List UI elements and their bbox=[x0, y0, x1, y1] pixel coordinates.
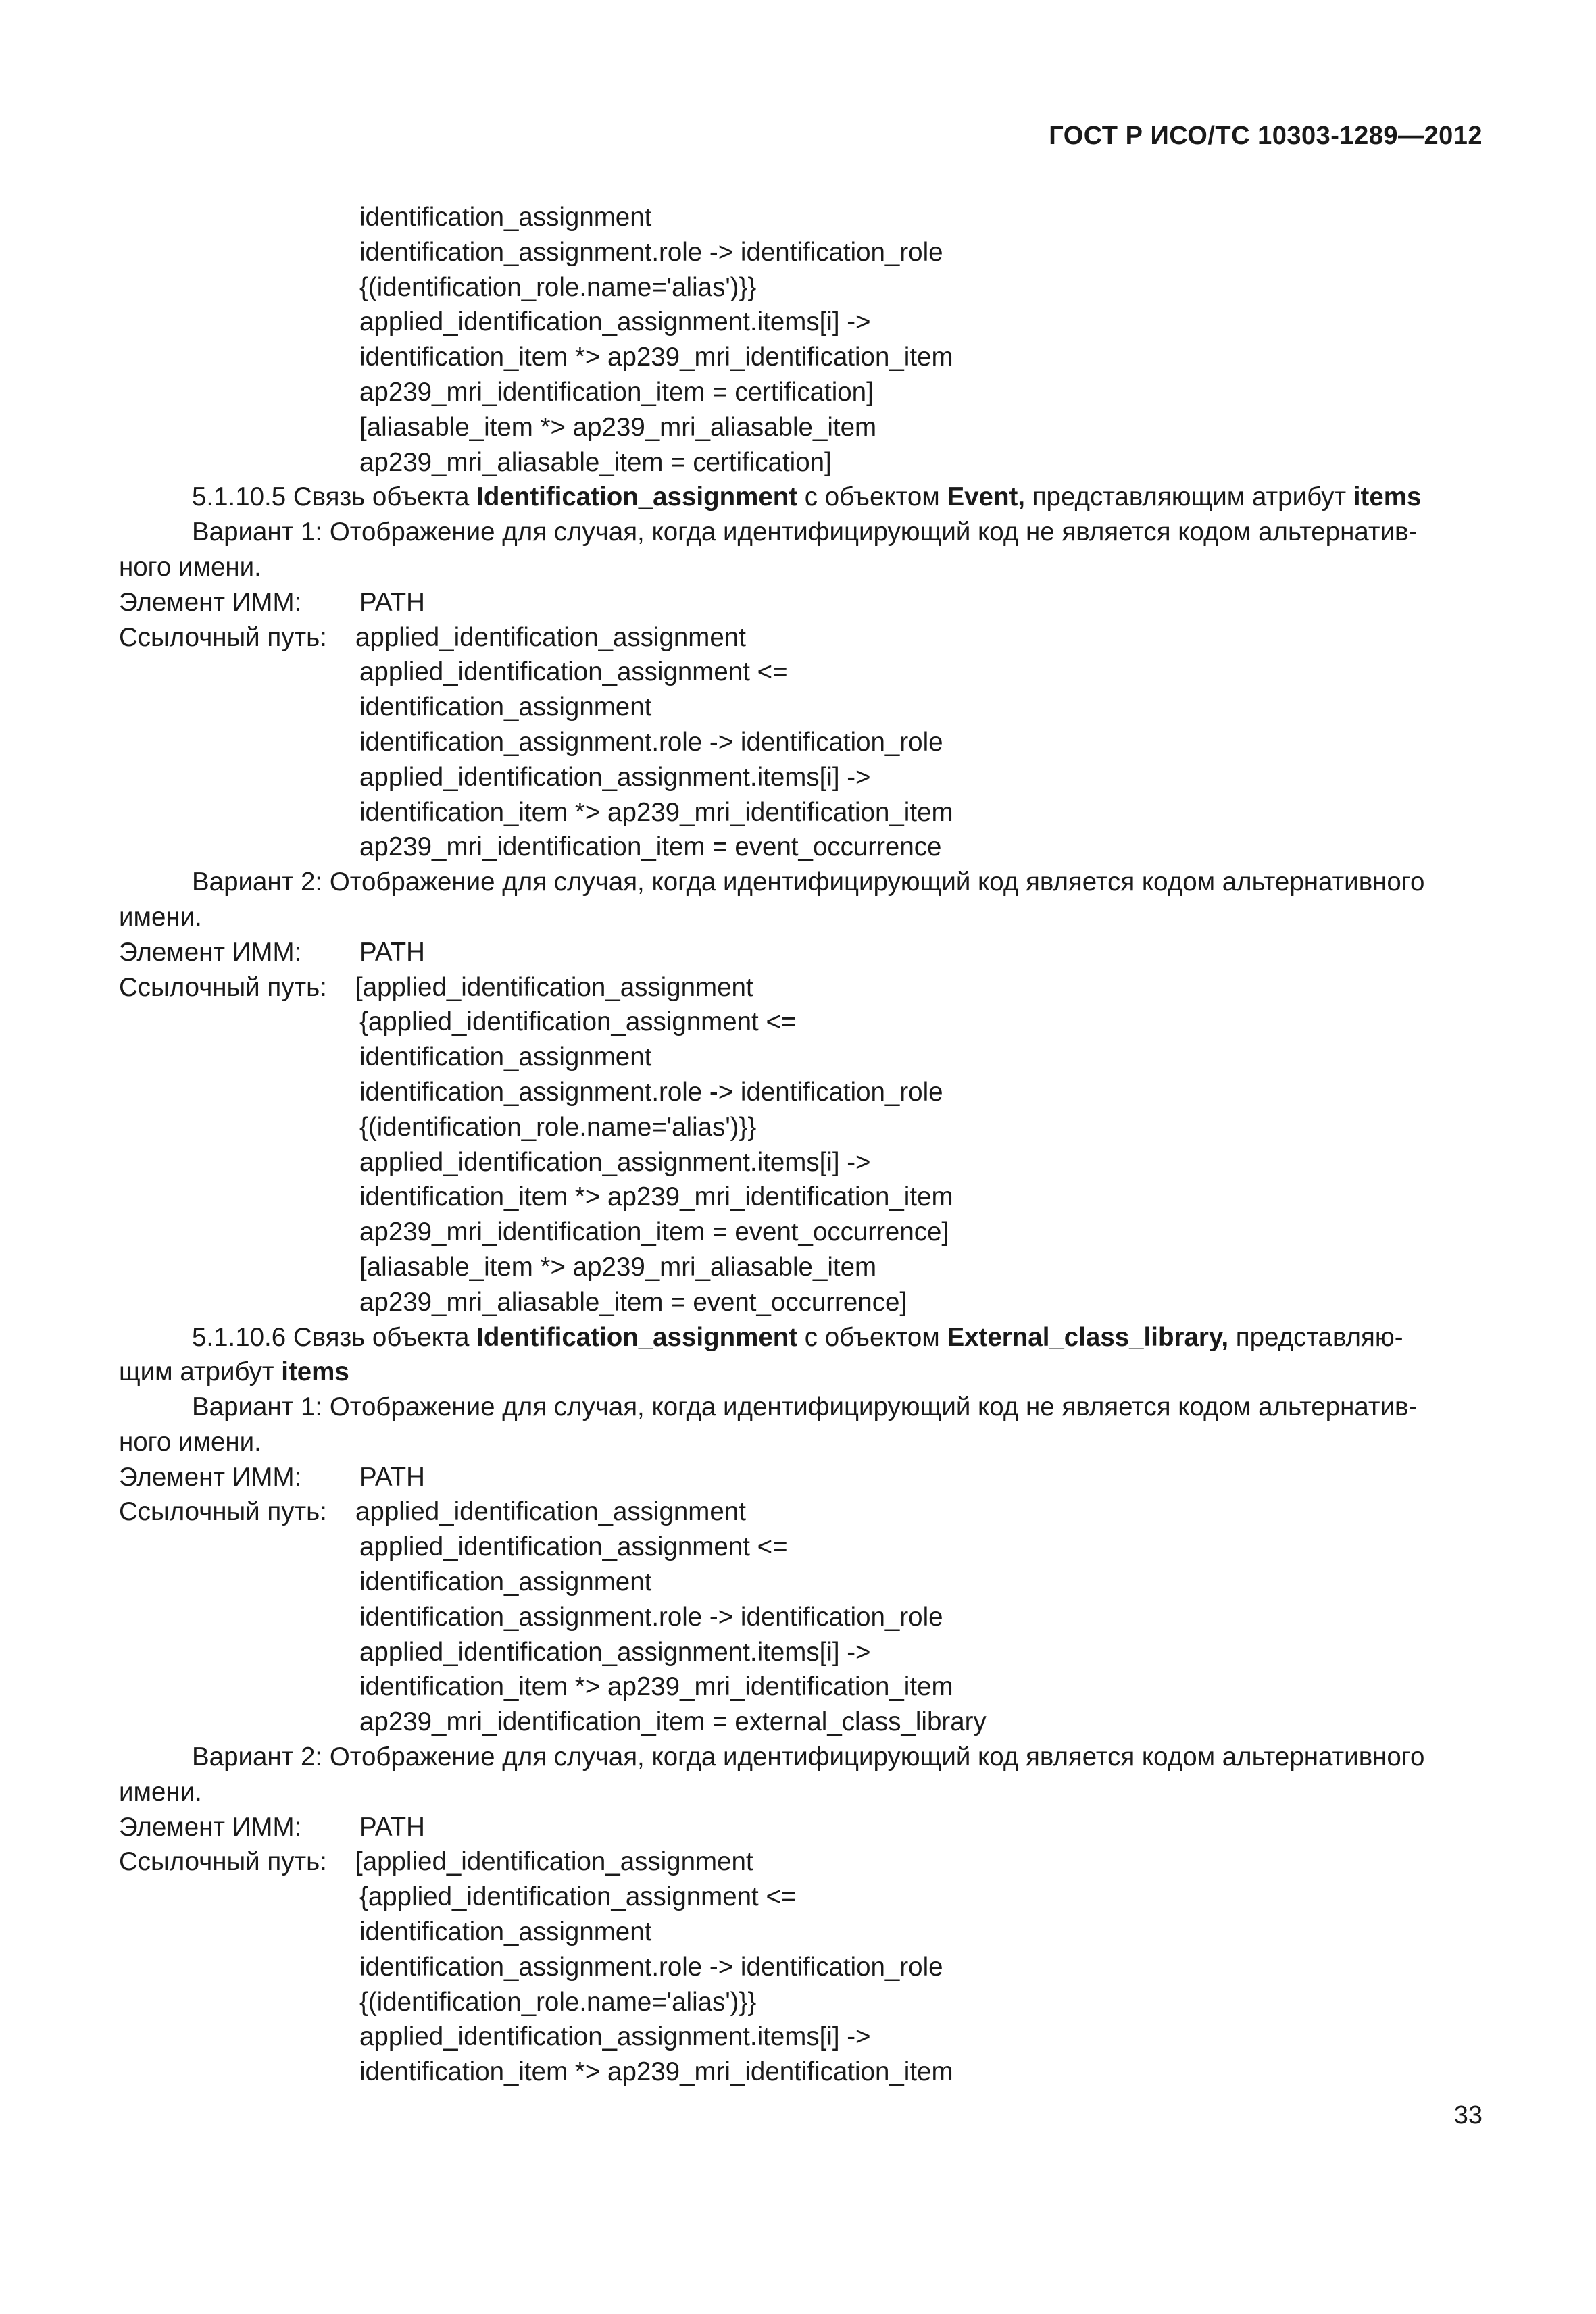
heading-text: с объектом bbox=[797, 1322, 947, 1352]
variant-1-text-cont: ного имени. bbox=[119, 1427, 261, 1457]
aim-element-row bbox=[119, 1460, 1482, 1495]
code-line: [aliasable_item *> ap239_mri_aliasable_item bbox=[359, 412, 877, 442]
section-heading-5-1-10-5 bbox=[119, 480, 1482, 515]
heading-entity: Identification_assignment bbox=[476, 482, 798, 512]
section-heading-cont bbox=[119, 1355, 1482, 1390]
code-line: identification_assignment bbox=[359, 1567, 652, 1597]
code-line: [aliasable_item *> ap239_mri_aliasable_item bbox=[359, 1252, 877, 1282]
aim-element-value: PATH bbox=[359, 1462, 425, 1492]
code-line: applied_identification_assignment.items[i] -> bbox=[359, 762, 871, 792]
code-line: {applied_identification_assignment <= bbox=[359, 1882, 797, 1912]
code-line: applied_identification_assignment.items[i] -> bbox=[359, 1147, 871, 1177]
code-line: applied_identification_assignment <= bbox=[359, 657, 788, 687]
code-line: identification_assignment.role -> identification_role bbox=[359, 727, 943, 757]
reference-path-label: Ссылочный путь: bbox=[119, 972, 327, 1002]
code-line: identification_assignment.role -> identification_role bbox=[359, 237, 943, 267]
code-line: identification_item *> ap239_mri_identification_item bbox=[359, 1182, 953, 1212]
code-block bbox=[119, 1005, 1482, 1319]
code-line: identification_item *> ap239_mri_identification_item bbox=[359, 343, 953, 372]
variant-2-text-cont: имени. bbox=[119, 1777, 202, 1807]
code-line: applied_identification_assignment <= bbox=[359, 1532, 788, 1562]
page-content bbox=[119, 200, 1482, 2090]
code-line: identification_assignment bbox=[359, 203, 652, 232]
code-block bbox=[119, 655, 1482, 865]
reference-path-row bbox=[119, 620, 1482, 655]
code-line: identification_item *> ap239_mri_identification_item bbox=[359, 1672, 953, 1702]
reference-path-row bbox=[119, 1844, 1482, 1880]
code-line: {applied_identification_assignment <= bbox=[359, 1007, 797, 1037]
variant-2-text: Вариант 2: Отображение для случая, когда идентифицирующий код является кодом альтернативного bbox=[192, 867, 1425, 897]
reference-path-first-line: applied_identification_assignment bbox=[355, 1497, 746, 1527]
heading-entity: Event, bbox=[947, 482, 1025, 512]
heading-text: щим атрибут bbox=[119, 1357, 282, 1387]
code-line: {(identification_role.name='alias')}} bbox=[359, 1987, 757, 2017]
aim-element-row bbox=[119, 1810, 1482, 1845]
code-line: applied_identification_assignment.items[i] -> bbox=[359, 307, 871, 337]
variant-1-text-cont: ного имени. bbox=[119, 552, 261, 582]
aim-element-value: PATH bbox=[359, 1812, 425, 1842]
reference-path-label: Ссылочный путь: bbox=[119, 622, 327, 652]
code-line: ap239_mri_identification_item = event_occurrence] bbox=[359, 1217, 949, 1247]
variant-1-text: Вариант 1: Отображение для случая, когда идентифицирующий код не является кодом альтернатив- bbox=[192, 1392, 1418, 1422]
variant-2-text-cont: имени. bbox=[119, 902, 202, 932]
heading-attribute: items bbox=[281, 1357, 349, 1387]
document-header: ГОСТ Р ИСО/ТС 10303-1289—2012 bbox=[1049, 122, 1482, 150]
heading-entity: External_class_library, bbox=[947, 1322, 1229, 1352]
variant-2-text: Вариант 2: Отображение для случая, когда идентифицирующий код является кодом альтернативного bbox=[192, 1742, 1425, 1772]
code-line: ap239_mri_identification_item = external_class_library bbox=[359, 1707, 987, 1737]
code-line: identification_assignment bbox=[359, 1917, 652, 1947]
code-line: identification_assignment.role -> identification_role bbox=[359, 1602, 943, 1632]
heading-text: представляю- bbox=[1228, 1322, 1403, 1352]
code-line: identification_item *> ap239_mri_identification_item bbox=[359, 2057, 953, 2087]
code-line: applied_identification_assignment.items[i] -> bbox=[359, 2022, 871, 2052]
code-block-continuation bbox=[119, 200, 1482, 480]
code-block bbox=[119, 1530, 1482, 1740]
code-line: ap239_mri_identification_item = certification] bbox=[359, 377, 874, 407]
aim-element-row bbox=[119, 585, 1482, 620]
code-line: {(identification_role.name='alias')}} bbox=[359, 272, 757, 302]
code-line: applied_identification_assignment.items[i] -> bbox=[359, 1637, 871, 1667]
code-line: identification_assignment bbox=[359, 1042, 652, 1072]
variant-1-text: Вариант 1: Отображение для случая, когда идентифицирующий код не является кодом альтернатив- bbox=[192, 518, 1418, 547]
heading-attribute: items bbox=[1353, 482, 1422, 512]
code-line: ap239_mri_aliasable_item = event_occurrence] bbox=[359, 1287, 907, 1317]
code-line: identification_assignment.role -> identification_role bbox=[359, 1077, 943, 1107]
aim-element-label: Элемент ИММ: bbox=[119, 587, 302, 617]
aim-element-value: PATH bbox=[359, 937, 425, 967]
aim-element-label: Элемент ИММ: bbox=[119, 1812, 302, 1842]
code-line: ap239_mri_aliasable_item = certification] bbox=[359, 447, 832, 477]
reference-path-first-line: applied_identification_assignment bbox=[355, 622, 746, 652]
reference-path-row bbox=[119, 1494, 1482, 1530]
heading-entity: Identification_assignment bbox=[476, 1322, 798, 1352]
heading-text: представляющим атрибут bbox=[1025, 482, 1353, 512]
reference-path-first-line: [applied_identification_assignment bbox=[355, 972, 753, 1002]
section-heading-5-1-10-6 bbox=[119, 1320, 1482, 1355]
reference-path-label: Ссылочный путь: bbox=[119, 1847, 327, 1877]
heading-text: 5.1.10.6 Связь объекта bbox=[192, 1322, 477, 1352]
code-line: ap239_mri_identification_item = event_occurrence bbox=[359, 832, 942, 862]
heading-text: с объектом bbox=[797, 482, 947, 512]
aim-element-row bbox=[119, 935, 1482, 970]
heading-text: 5.1.10.5 Связь объекта bbox=[192, 482, 477, 512]
aim-element-label: Элемент ИММ: bbox=[119, 937, 302, 967]
reference-path-first-line: [applied_identification_assignment bbox=[355, 1847, 753, 1877]
aim-element-label: Элемент ИММ: bbox=[119, 1462, 302, 1492]
code-line: identification_assignment.role -> identification_role bbox=[359, 1952, 943, 1982]
reference-path-row bbox=[119, 970, 1482, 1005]
code-line: identification_assignment bbox=[359, 693, 652, 722]
reference-path-label: Ссылочный путь: bbox=[119, 1497, 327, 1527]
code-line: identification_item *> ap239_mri_identification_item bbox=[359, 797, 953, 827]
code-line: {(identification_role.name='alias')}} bbox=[359, 1112, 757, 1142]
page-number: 33 bbox=[1453, 2101, 1482, 2130]
code-block bbox=[119, 1880, 1482, 2090]
aim-element-value: PATH bbox=[359, 587, 425, 617]
